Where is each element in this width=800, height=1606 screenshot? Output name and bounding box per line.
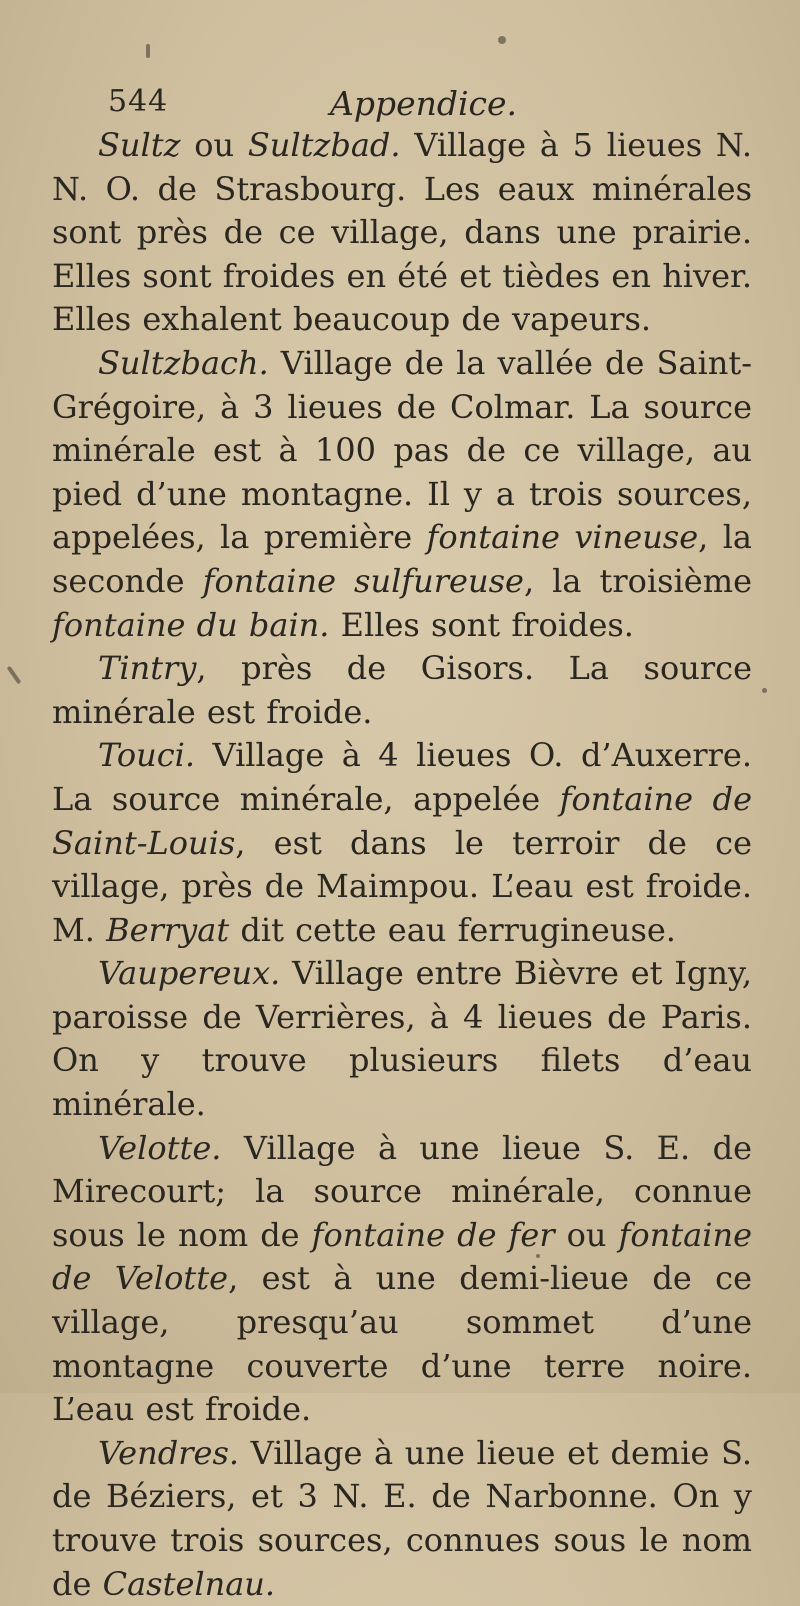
ink-speck: [498, 36, 506, 44]
ink-speck: [762, 688, 767, 693]
entry-text: Village de la vallée de Saint-Grégoire, à 3 lieues de Colmar. La source minérale est à 100 pas de ce village, au pied d’une montagne. Il y a trois sources, appelées, la première: [52, 343, 752, 557]
entry-text: , est dans le terroir de ce village, près de Maimpou. L’eau est froide. M.: [52, 823, 752, 949]
place-name: Tintry: [98, 649, 197, 688]
entry-velotte: [52, 1127, 752, 1432]
entry-text: ou: [554, 1215, 619, 1254]
entry-sultz: [52, 124, 752, 342]
entry-text: ou: [180, 126, 248, 164]
emphasis-text: Berryat: [106, 910, 230, 949]
entry-text: Village à une lieue et demie S. de Béziers, et 3 N. E. de Narbonne. On y trouve trois sources, connues sous le nom de: [52, 1433, 752, 1603]
entry-text: Elles sont froides.: [329, 605, 634, 644]
entry-text: Village à une lieue S. E. de Mirecourt; la source minérale, connue sous le nom de: [52, 1128, 752, 1254]
place-name: Sultz: [98, 126, 181, 164]
entry-text: dit cette eau ferrugineuse.: [229, 910, 676, 949]
place-alt-name: Sultzbad.: [247, 126, 401, 164]
page-header: [108, 84, 668, 124]
emphasis-text: fontaine vineuse: [426, 518, 699, 557]
emphasis-text: fontaine sulfureuse: [202, 561, 524, 600]
place-name: Touci.: [98, 736, 196, 775]
entry-text: Village à 4 lieues O. d’Auxerre. La source minérale, appelée: [52, 736, 752, 818]
body-text: [52, 124, 752, 1606]
emphasis-text: fontaine de fer: [311, 1215, 555, 1254]
emphasis-text: fontaine du bain.: [52, 605, 330, 644]
emphasis-text: Castelnau.: [102, 1564, 276, 1603]
running-head: Appendice.: [330, 84, 518, 123]
place-name: Vaupereux.: [98, 954, 281, 993]
ink-speck: [146, 44, 150, 58]
entry-text: , la troisième: [523, 561, 753, 600]
entry-sultzbach: [52, 342, 752, 647]
entry-touci: [52, 734, 752, 952]
emphasis-text: fontaine de Velotte: [52, 1215, 753, 1298]
entry-text: , est à une demi-lieue de ce village, presqu’au sommet d’une montagne couverte d’une terre noire. L’eau est froide.: [52, 1259, 753, 1429]
page-number: 544: [108, 84, 169, 119]
emphasis-text: fontaine de Saint-Louis: [52, 779, 752, 862]
entry-vaupereux: [52, 952, 752, 1126]
place-name: Sultzbach.: [98, 343, 269, 382]
entry-text: , la seconde: [52, 518, 753, 600]
entry-text: Village à 5 lieues N. N. O. de Strasbourg. Les eaux minérales sont près de ce village, dans une prairie. Elles sont froides en été et tièdes en hiver. Elles exhalent beaucoup de vapeurs.: [52, 126, 752, 339]
ink-speck: [536, 1254, 540, 1258]
ink-speck: [7, 666, 22, 685]
place-name: Vendres.: [98, 1433, 240, 1472]
entry-text: Village entre Bièvre et Igny, paroisse de Verrières, à 4 lieues de Paris. On y trouve plusieurs filets d’eau minérale.: [52, 954, 752, 1124]
entry-tintry: [52, 647, 752, 734]
place-name: Velotte.: [98, 1128, 222, 1167]
entry-text: , près de Gisors. La source minérale est froide.: [52, 649, 752, 731]
entry-vendres: [52, 1432, 752, 1606]
